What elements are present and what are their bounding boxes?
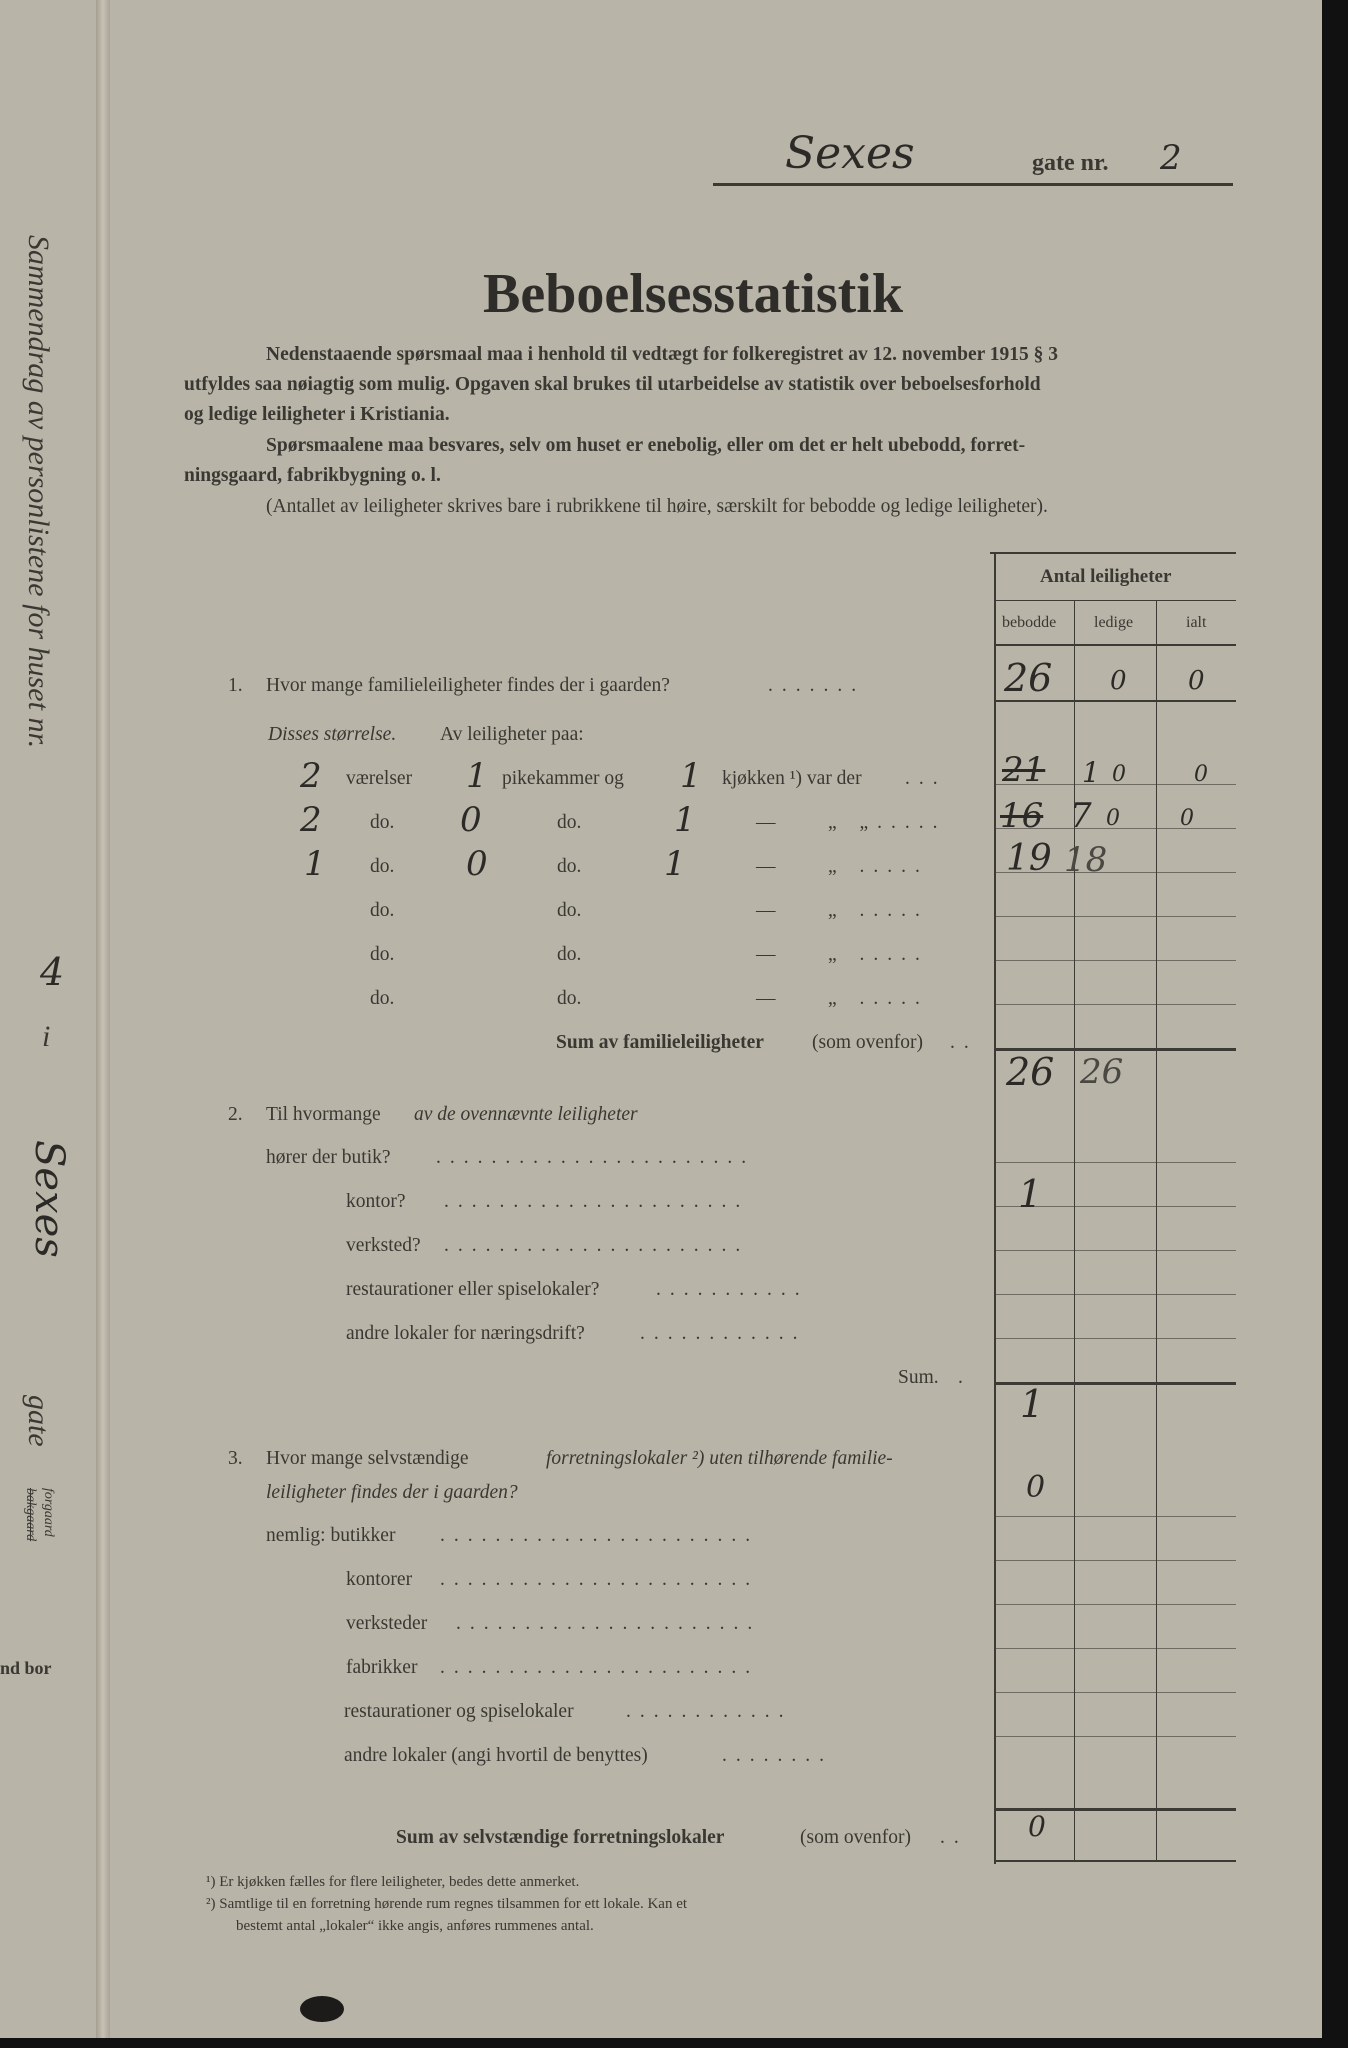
- q3-item: fabrikker: [346, 1657, 418, 1678]
- q2-leader: .......................: [436, 1147, 756, 1168]
- table-rule: [994, 1294, 1236, 1295]
- table-rule: [1156, 600, 1157, 1862]
- q1-number: 1.: [228, 675, 243, 696]
- q2-sum-leader: .: [958, 1367, 972, 1388]
- q3-item: kontorer: [346, 1569, 413, 1590]
- row-w3: —: [756, 900, 776, 921]
- sidebar-forgaard: forgaard: [41, 1488, 56, 1537]
- row-kj: 1: [674, 800, 696, 840]
- q2-item: andre lokaler for næringsdrift?: [346, 1323, 585, 1344]
- q3-leader: .......................: [440, 1569, 760, 1590]
- gate-number: 2: [1160, 138, 1182, 178]
- table-rule: [994, 552, 996, 1864]
- q3-text-b: forretningslokaler ²) uten tilhørende familie-: [546, 1448, 893, 1469]
- table-rule: [994, 1604, 1236, 1605]
- q3-sum-label: Sum av selvstændige forretningslokaler: [396, 1827, 725, 1848]
- table-rule: [994, 1692, 1236, 1693]
- row-ans: 16: [1000, 796, 1044, 836]
- intro-line: (Antallet av leiligheter skrives bare i rubrikkene til høire, særskilt for bebodde og ledige leiligheter).: [266, 496, 1048, 517]
- q3-item: verksteder: [346, 1613, 428, 1634]
- q1-sum-ledige: 26: [1080, 1052, 1124, 1092]
- q2-item: restaurationer eller spiselokaler?: [346, 1279, 600, 1300]
- row-ans: 0: [1194, 762, 1208, 787]
- q2-leader: ......................: [444, 1191, 750, 1212]
- header-rule: [713, 183, 1233, 186]
- q3-item: andre lokaler (angi hvortil de benyttes): [344, 1745, 648, 1766]
- q1-ledige: 0: [1110, 666, 1127, 696]
- sidebar-and-bor: nd bor: [0, 1658, 52, 1678]
- table-rule: [990, 552, 1236, 554]
- sidebar-bakgaard: bakgaard: [23, 1488, 38, 1542]
- page-title: Beboelsesstatistik: [483, 263, 903, 325]
- row-w2: pikekammer og: [502, 768, 624, 789]
- row-rooms: 1: [304, 844, 326, 884]
- row-w2: do.: [557, 812, 582, 833]
- footnote: bestemt antal „lokaler“ ikke angis, anføres rummenes antal.: [236, 1918, 594, 1934]
- intro-line: Nedenstaaende spørsmaal maa i henhold til vedtægt for folkeregistret av 12. november 1915 § 3: [266, 344, 1059, 365]
- ink-blot: [300, 1996, 344, 2022]
- row-leader: „ „.....: [828, 812, 947, 833]
- sidebar-street: Sexes: [26, 1140, 72, 1258]
- table-rule: [994, 1516, 1236, 1517]
- q2-item: kontor?: [346, 1191, 406, 1212]
- q2-item: hører der butik?: [266, 1147, 391, 1168]
- table-rule: [994, 1250, 1236, 1251]
- sidebar-text: Sammendrag av personlistene for huset nr.: [22, 235, 55, 749]
- row-w1: do.: [370, 812, 395, 833]
- row-leader: „ .....: [828, 988, 929, 1009]
- row-ans: 0: [1112, 762, 1126, 787]
- q3-item: nemlig: butikker: [266, 1525, 396, 1546]
- row-ans: 21: [1002, 750, 1046, 790]
- row-ans: 19: [1006, 838, 1052, 879]
- q2-text-b: av de ovennævnte leiligheter: [414, 1104, 638, 1125]
- row-ans: 0: [1180, 806, 1194, 831]
- page-fold: [96, 0, 110, 2038]
- q3-leader: .......................: [440, 1657, 760, 1678]
- row-kj: 1: [664, 844, 686, 884]
- table-rule: [994, 644, 1236, 646]
- col-ledige: ledige: [1094, 614, 1134, 631]
- row-w3: —: [756, 988, 776, 1009]
- q3-leader: ......................: [456, 1613, 762, 1634]
- q2-item: verksted?: [346, 1235, 421, 1256]
- row-w3: —: [756, 944, 776, 965]
- row-w3: kjøkken ¹) var der: [722, 768, 862, 789]
- row-w3: —: [756, 812, 776, 833]
- row-w2: do.: [557, 988, 582, 1009]
- intro-line: ningsgaard, fabrikbygning o. l.: [184, 465, 441, 486]
- row-w2: do.: [557, 944, 582, 965]
- q1-ialt: 0: [1188, 666, 1205, 696]
- q1-size-text: Av leiligheter paa:: [440, 724, 584, 745]
- col-ialt: ialt: [1186, 614, 1207, 631]
- row-rooms: 2: [300, 800, 322, 840]
- row-rooms: 2: [300, 756, 322, 796]
- row-w1: do.: [370, 856, 395, 877]
- q3-text-a: Hvor mange selvstændige: [266, 1448, 469, 1469]
- q3-leader: ........: [722, 1745, 833, 1766]
- sidebar-gate: gate: [22, 1395, 55, 1447]
- col-bebodde: bebodde: [1002, 614, 1057, 631]
- row-ans: 18: [1064, 840, 1108, 880]
- row-w1: do.: [370, 900, 395, 921]
- q3-sum-suffix: (som ovenfor): [800, 1827, 912, 1848]
- q2-number: 2.: [228, 1104, 243, 1125]
- table-rule: [994, 1560, 1236, 1561]
- row-ans: 1: [1082, 756, 1100, 789]
- q3-item: restaurationer og spiselokaler: [344, 1701, 574, 1722]
- q2-sum-label: Sum.: [898, 1367, 939, 1388]
- table-rule: [994, 916, 1236, 917]
- row-kj: 1: [680, 756, 702, 796]
- q1-sum-label: Sum av familieleiligheter: [556, 1032, 764, 1053]
- q3-text-c: leiligheter findes der i gaarden?: [266, 1482, 518, 1503]
- row-leader: „ .....: [828, 856, 929, 877]
- table-rule: [994, 1648, 1236, 1649]
- q1-size-label: Disses størrelse.: [268, 724, 397, 745]
- row-w2: do.: [557, 900, 582, 921]
- q1-sum-leader: ..: [950, 1032, 978, 1053]
- q1-leader: .......: [768, 675, 866, 696]
- intro-line: og ledige leiligheter i Kristiania.: [184, 404, 450, 425]
- row-pike: 1: [466, 756, 488, 796]
- gate-label: gate nr.: [1032, 150, 1109, 176]
- row-w2: do.: [557, 856, 582, 877]
- intro-line: utfyldes saa nøiagtig som mulig. Opgaven skal brukes til utarbeidelse av statistik over beboelsesforhold: [184, 374, 1041, 395]
- row-w1: do.: [370, 988, 395, 1009]
- row-leader: ...: [905, 768, 947, 789]
- row-w1: do.: [370, 944, 395, 965]
- row-pike: 0: [460, 800, 482, 840]
- q3-sum-leader: ..: [940, 1827, 968, 1848]
- table-rule: [1074, 600, 1075, 1862]
- q3-number: 3.: [228, 1448, 243, 1469]
- table-rule: [994, 1162, 1236, 1163]
- q3-sum-answer: 0: [1028, 1810, 1046, 1843]
- street-name: Sexes: [785, 128, 915, 179]
- sidebar-i: i: [42, 1020, 51, 1053]
- sidebar-number: 4: [40, 950, 65, 994]
- q1-sum-suffix: (som ovenfor): [812, 1032, 924, 1053]
- q3-leader: .......................: [440, 1525, 760, 1546]
- row-w3: —: [756, 856, 776, 877]
- q1-bebodde: 26: [1004, 656, 1053, 700]
- row-leader: „ .....: [828, 900, 929, 921]
- table-rule: [994, 700, 1236, 702]
- row-ans: 0: [1106, 806, 1120, 831]
- table-rule: [994, 600, 1236, 601]
- row-w1: værelser: [346, 768, 413, 789]
- q2-leader: ......................: [444, 1235, 750, 1256]
- table-rule: [994, 1860, 1236, 1862]
- q1-sum-bebodde: 26: [1006, 1050, 1055, 1094]
- q3-answer: 0: [1026, 1470, 1046, 1505]
- q2-leader: ...........: [656, 1279, 809, 1300]
- q1-text: Hvor mange familieleiligheter findes der i gaarden?: [266, 675, 670, 696]
- row-ans: 7: [1070, 796, 1092, 836]
- q2-kontor-answer: 1: [1018, 1172, 1043, 1216]
- table-rule: [994, 1338, 1236, 1339]
- footnote: ²) Samtlige til en forretning hørende rum regnes tilsammen for ett lokale. Kan et: [206, 1896, 688, 1912]
- q2-sum-answer: 1: [1020, 1382, 1045, 1426]
- q2-text-a: Til hvormange: [266, 1104, 381, 1125]
- row-pike: 0: [466, 844, 488, 884]
- table-rule: [994, 1004, 1236, 1005]
- table-title: Antal leiligheter: [1040, 566, 1172, 587]
- footnote: ¹) Er kjøkken fælles for flere leiligheter, bedes dette anmerket.: [206, 1874, 580, 1890]
- row-leader: „ .....: [828, 944, 929, 965]
- q3-leader: ............: [626, 1701, 793, 1722]
- table-rule: [994, 1736, 1236, 1737]
- q2-leader: ............: [640, 1323, 807, 1344]
- intro-line: Spørsmaalene maa besvares, selv om huset er enebolig, eller om det er helt ubebodd, forret-: [266, 435, 1026, 456]
- table-rule: [994, 960, 1236, 961]
